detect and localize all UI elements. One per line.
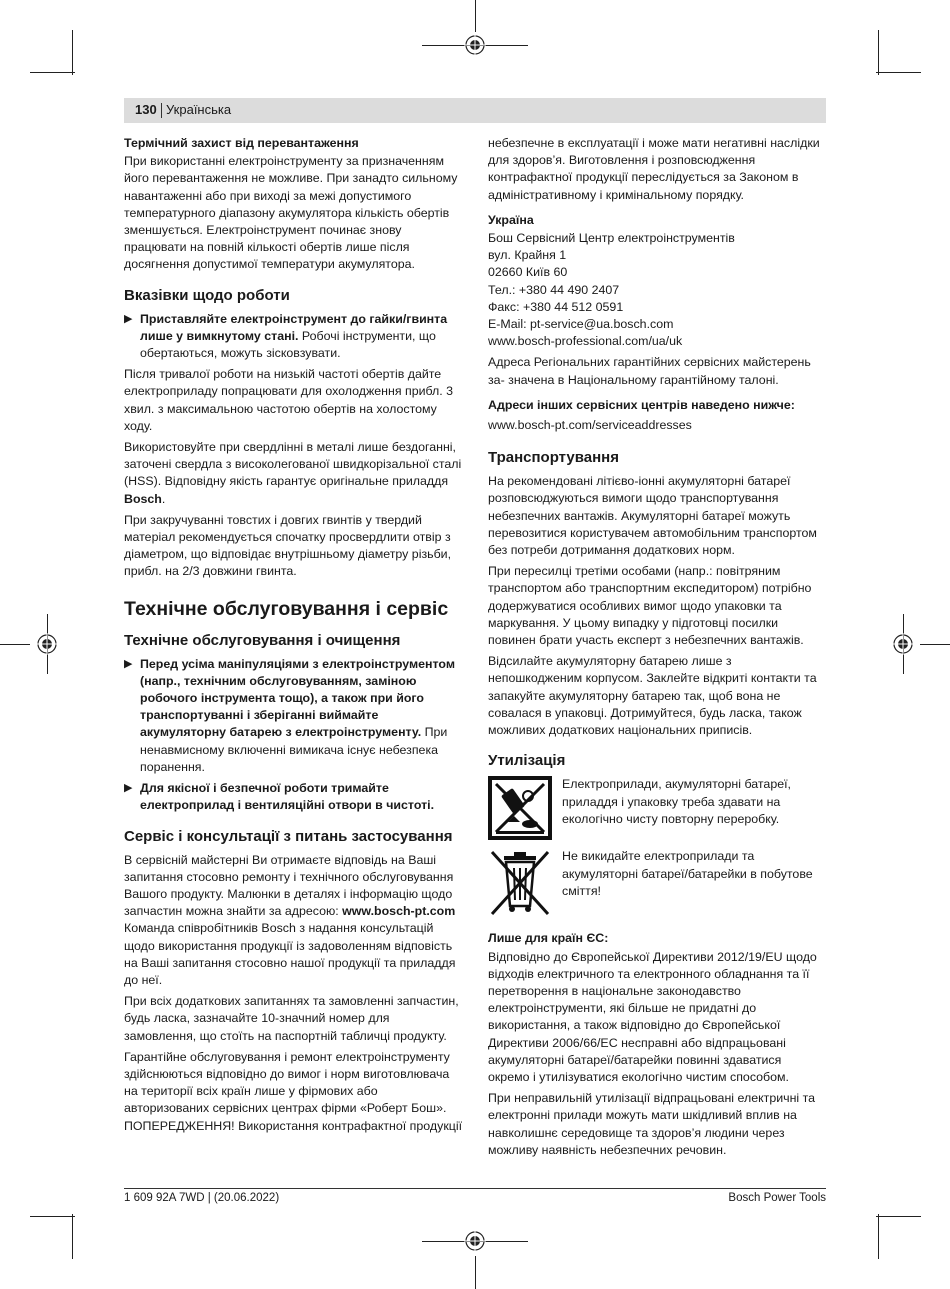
left-column bbox=[124, 135, 464, 1139]
transport-paragraph-2: При пересилці третіми особами (напр.: повітряним транспортом або транспортним експедитором) потрібно додержуватися особливих вимог щодо упаковки та маркування. У цьому випадку у підготовці посилки повинен брати участь експерт з небезпечних вантажів. bbox=[488, 564, 812, 648]
header-language: Українська bbox=[166, 102, 232, 117]
crossed-bin-icon bbox=[488, 848, 552, 920]
work-paragraph-2 bbox=[124, 439, 464, 508]
registration-mark-icon bbox=[36, 633, 58, 655]
work-paragraph-2-text: Використовуйте при свердлінні в металі лише бездоганні, заточені свердла з високолегованої швидкорізальної сталі (HSS). Відповідну якість гарантує оригінальне приладдя bbox=[124, 440, 462, 489]
work-paragraph-3: При закручуванні товстих і довгих гвинтів у твердий матеріал рекомендується спочатку просвердлити отвір з діаметром, що відповідає внутрішньому діаметру різьби, прибл. на 2/3 довжини гвинта. bbox=[124, 512, 452, 579]
transport-paragraph-3: Відсилайте акумуляторну батарею лише з непошкодженим корпусом. Заклейте відкриті контакти та запакуйте акумуляторну батарею так, щоб вона не совалася в упаковці. Дотримуйтеся, будь ласка, також можливих додаткових національних приписів. bbox=[488, 654, 817, 738]
service-addresses-url: www.bosch-pt.com/serviceaddresses bbox=[488, 418, 692, 433]
eu-paragraph-1: Відповідно до Європейської Директиви 2012/19/EU щодо відходів електричного та електронного обладнання та її перетворення в національне законодавство електроінструменти, які більше не придатні до використання, а також відповідно до Європейської Директиви 2006/66/EC несправні або відпрацьовані акумуляторні батареї/батарейки повинні здаватися окремо і утилізуватися екологічно чистим способом. bbox=[488, 949, 817, 1084]
crop-mark bbox=[475, 0, 476, 32]
thermal-protection-title: Термічний захист від перевантаження bbox=[124, 136, 359, 150]
email-line: E-Mail: pt-service@ua.bosch.com bbox=[488, 317, 674, 332]
work-bullet-bold: Приставляйте електроінструмент до гайки/гвинта лише у вимкнутому стані. bbox=[140, 311, 448, 343]
bullet-triangle-icon: ▶ bbox=[124, 312, 133, 325]
eu-only-title: Лише для країн ЄС: bbox=[488, 931, 609, 946]
recycling-symbols-icon bbox=[488, 776, 552, 840]
page-number: 130 bbox=[135, 102, 157, 117]
maintenance-bullet-1-text: При ненавмисному включенні вимикача існує небезпека поранення. bbox=[140, 725, 448, 774]
registration-mark-icon bbox=[464, 34, 486, 56]
crop-mark bbox=[876, 1216, 921, 1217]
consultation-paragraph-1 bbox=[124, 852, 464, 990]
website-line: www.bosch-professional.com/ua/uk bbox=[488, 334, 683, 349]
header-divider bbox=[161, 103, 162, 118]
footer-document-code: 1 609 92A 7WD | (20.06.2022) bbox=[124, 1192, 280, 1204]
crop-mark bbox=[72, 1214, 73, 1259]
bosch-website-link: www.bosch-pt.com bbox=[342, 904, 456, 919]
fax-line: Факс: +380 44 512 0591 bbox=[488, 299, 624, 314]
address-line: вул. Крайня 1 bbox=[488, 248, 567, 263]
consultation-paragraph-1-end: Команда співробітників Bosch з надання консультацій щодо використання продукції із задоволенням відповість на Ваші запитання стосовно нашої продукції та приладдя до неї. bbox=[124, 921, 456, 987]
work-bullet-text: Робочі інструменти, що обертаються, можуть зісковзувати. bbox=[140, 328, 436, 361]
crop-mark bbox=[920, 644, 950, 645]
thermal-protection-text: При використанні електроінструменту за призначенням його перевантаження не можливе. При занадто сильному навантаженні або при виході за межі допустимого температурного діапазону акумулятора кількість обертів зменшується. Електроінструмент починає знову працювати на повній кількості обертів лише після досягнення допустимої температури акумулятора. bbox=[124, 154, 458, 272]
work-paragraph-1: Після тривалої роботи на низькій частоті обертів дайте електроприладу попрацювати для охолодження прибл. 3 хвил. з максимальною частотою обертів на холостому ходу. bbox=[124, 367, 454, 433]
maintenance-title: Технічне обслуговування і очищення bbox=[124, 631, 401, 649]
address-line: Бош Сервісний Центр електроінструментів bbox=[488, 231, 735, 246]
transport-paragraph-1: На рекомендовані літієво-іонні акумуляторні батареї розповсюджуються вимоги щодо транспортування небезпечних вантажів. Акумуляторні батареї можуть перевозитися користувачем автомобільним транспортом без потреби дотримання додаткових норм. bbox=[488, 474, 817, 558]
maintenance-bullet-2-bold: Для якісної і безпечної роботи тримайте електроприлад і вентиляційні отвори в чистоті. bbox=[140, 781, 435, 813]
other-addresses-title: Адреси інших сервісних центрів наведено нижче: bbox=[488, 397, 795, 412]
footer-brand: Bosch Power Tools bbox=[728, 1192, 826, 1204]
counterfeit-continuation: небезпечне в експлуатації і може мати негативні наслідки для здоров’я. Виготовлення і розповсюдження контрафактної продукції переслідується за Законом в адміністративному і кримінальному порядку. bbox=[488, 136, 820, 202]
crop-mark bbox=[30, 1216, 75, 1217]
ukraine-title: Україна bbox=[488, 212, 534, 227]
recycling-row bbox=[488, 776, 826, 842]
work-instructions-title: Вказівки щодо роботи bbox=[124, 286, 290, 304]
registration-mark-icon bbox=[464, 1230, 486, 1252]
right-column bbox=[488, 135, 826, 1163]
maintenance-bullet-1 bbox=[124, 656, 464, 776]
crop-mark bbox=[878, 1214, 879, 1259]
recycling-text: Електроприлади, акумуляторні батареї, приладдя і упаковку треба здавати на екологічно чисту повторну переробку. bbox=[562, 777, 791, 826]
work-paragraph-2-end: . bbox=[161, 491, 166, 506]
service-main-title: Технічне обслуговування і сервіс bbox=[124, 597, 449, 620]
consultation-paragraph-3: Гарантійне обслуговування і ремонт електроінструменту здійснюються відповідно до вимог і норм виготовлювача на території всіх країн лише у фірмових або авторизованих сервісних центрах фірми «Роберт Бош». ПОПЕРЕДЖЕННЯ! Використання контрафактної продукції bbox=[124, 1049, 463, 1133]
crop-mark bbox=[876, 72, 921, 73]
consultation-title: Сервіс і консультації з питань застосування bbox=[124, 827, 453, 845]
bullet-triangle-icon: ▶ bbox=[124, 782, 133, 795]
regional-service-text: Адреса Регіональних гарантійних сервісних майстерень за- значена в Національному гарантійному талоні. bbox=[488, 355, 811, 387]
page-header bbox=[124, 98, 826, 123]
crop-mark bbox=[72, 30, 73, 75]
footer-divider bbox=[124, 1188, 826, 1189]
service-address bbox=[488, 230, 826, 350]
weee-text: Не викидайте електроприлади та акумуляторні батареї/батарейки в побутове сміття! bbox=[562, 849, 813, 898]
crop-mark bbox=[0, 644, 30, 645]
consultation-paragraph-1-text: В сервісній майстерні Ви отримаєте відповідь на Ваші запитання стосовно ремонту і технічного обслуговування Вашого продукту. Малюнки в деталях і інформацію щодо запчастин можна знайти за адресою: bbox=[124, 852, 454, 919]
phone-line: Тел.: +380 44 490 2407 bbox=[488, 282, 620, 297]
maintenance-bullet-2 bbox=[124, 780, 464, 814]
work-bullet bbox=[124, 311, 464, 363]
bullet-triangle-icon: ▶ bbox=[124, 657, 133, 670]
bosch-brand-text: Bosch bbox=[124, 491, 162, 506]
transport-title: Транспортування bbox=[488, 449, 619, 467]
address-line: 02660 Київ 60 bbox=[488, 265, 568, 280]
crop-mark bbox=[878, 30, 879, 75]
registration-mark-icon bbox=[892, 633, 914, 655]
eu-paragraph-2: При неправильній утилізації відпрацьовані електричні та електронні прилади можуть мати шкідливий вплив на навколишнє середовище та здоров’я людини через можливу наявність небезпечних речовин. bbox=[488, 1091, 816, 1157]
crop-mark bbox=[30, 72, 75, 73]
consultation-paragraph-2: При всіх додаткових запитаннях та замовленні запчастин, будь ласка, зазначайте 10-значний номер для замовлення, що стоїть на паспортній табличці продукту. bbox=[124, 994, 459, 1043]
crop-mark bbox=[475, 1256, 476, 1289]
maintenance-bullet-1-bold: Перед усіма маніпуляціями з електроінструментом (напр., технічним обслуговуванням, заміною робочого інструмента тощо), а також при його транспортуванні і зберіганні виймайте акумуляторну батарею з електроінструменту. bbox=[140, 656, 455, 740]
weee-row bbox=[488, 848, 826, 924]
disposal-title: Утилізація bbox=[488, 752, 566, 770]
